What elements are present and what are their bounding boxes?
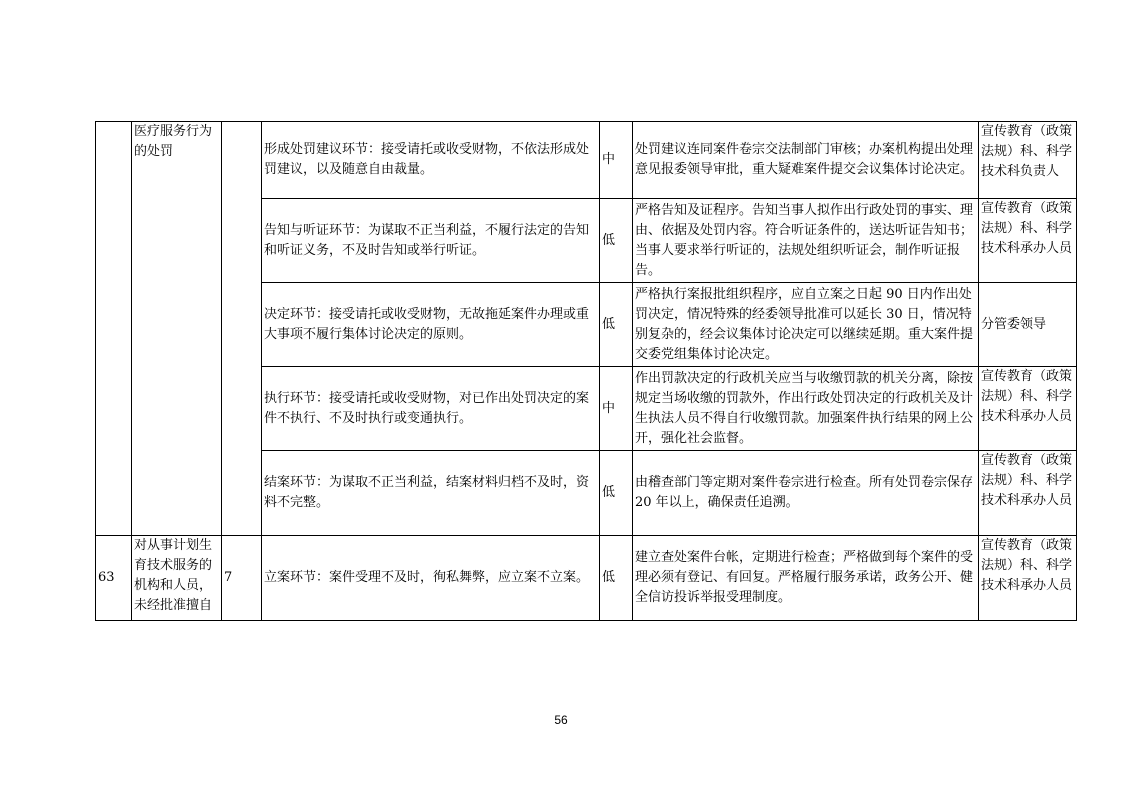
responsible-person-cell: 宣传教育（政策法规）科、科学技术科承办人员 xyxy=(979,536,1077,621)
responsible-person-cell: 宣传教育（政策法规）科、科学技术科承办人员 xyxy=(979,367,1077,451)
risk-point-cell: 立案环节：案件受理不及时，徇私舞弊，应立案不立案。 xyxy=(262,536,600,621)
risk-point-cell: 形成处罚建议环节：接受请托或收受财物，不依法形成处罚建议，以及随意自由裁量。 xyxy=(262,122,600,199)
item-count-cell xyxy=(222,122,262,536)
prevention-measure-cell: 作出罚款决定的行政机关应当与收缴罚款的机关分离，除按规定当场收缴的罚款外，作出行政处罚决定的行政机关及计生执法人员不得自行收缴罚款。加强案件执行结果的网上公开，强化社会监督。 xyxy=(633,367,979,451)
risk-point-cell: 告知与听证环节：为谋取不正当利益，不履行法定的告知和听证义务，不及时告知或举行听证。 xyxy=(262,199,600,283)
responsible-person-cell: 宣传教育（政策法规）科、科学技术科负责人 xyxy=(979,122,1077,199)
prevention-measure-cell: 由稽查部门等定期对案件卷宗进行检查。所有处罚卷宗保存 20 年以上，确保责任追溯。 xyxy=(633,451,979,536)
responsible-person-cell: 宣传教育（政策法规）科、科学技术科承办人员 xyxy=(979,451,1077,536)
item-name-cell: 对从事计划生育技术服务的机构和人员，未经批准擅自 xyxy=(132,536,222,621)
item-name-cell: 医疗服务行为的处罚 xyxy=(132,122,222,536)
prevention-measure-cell: 严格告知及证程序。告知当事人拟作出行政处罚的事实、理由、依据及处罚内容。符合听证条件的，送达听证告知书；当事人要求举行听证的，法规处组织听证会，制作听证报告。 xyxy=(633,199,979,283)
page-number: 56 xyxy=(554,713,568,727)
item-number-cell xyxy=(96,122,132,536)
risk-control-table xyxy=(95,121,1077,621)
risk-point-cell: 结案环节：为谋取不正当利益，结案材料归档不及时，资料不完整。 xyxy=(262,451,600,536)
risk-level-cell: 中 xyxy=(600,122,633,199)
responsible-person-cell: 宣传教育（政策法规）科、科学技术科承办人员 xyxy=(979,199,1077,283)
responsible-person-cell: 分管委领导 xyxy=(979,283,1077,367)
table-row xyxy=(96,122,1077,199)
item-count-cell: 7 xyxy=(222,536,262,621)
prevention-measure-cell: 严格执行案报批组织程序，应自立案之日起 90 日内作出处罚决定，情况特殊的经委领导批准可以延长 30 日，情况特别复杂的，经会议集体讨论决定可以继续延期。重大案件提交委党组集体讨论决定。 xyxy=(633,283,979,367)
risk-point-cell: 决定环节：接受请托或收受财物，无故拖延案件办理或重大事项不履行集体讨论决定的原则。 xyxy=(262,283,600,367)
prevention-measure-cell: 处罚建议连同案件卷宗交法制部门审核；办案机构提出处理意见报委领导审批，重大疑难案件提交会议集体讨论决定。 xyxy=(633,122,979,199)
risk-level-cell: 中 xyxy=(600,367,633,451)
risk-level-cell: 低 xyxy=(600,199,633,283)
risk-level-cell: 低 xyxy=(600,536,633,621)
table-row xyxy=(96,536,1077,621)
risk-point-cell: 执行环节：接受请托或收受财物，对已作出处罚决定的案件不执行、不及时执行或变通执行。 xyxy=(262,367,600,451)
prevention-measure-cell: 建立查处案件台帐，定期进行检查；严格做到每个案件的受理必须有登记、有回复。严格履行服务承诺，政务公开、健全信访投诉举报受理制度。 xyxy=(633,536,979,621)
item-number-cell: 63 xyxy=(96,536,132,621)
risk-level-cell: 低 xyxy=(600,283,633,367)
risk-level-cell: 低 xyxy=(600,451,633,536)
